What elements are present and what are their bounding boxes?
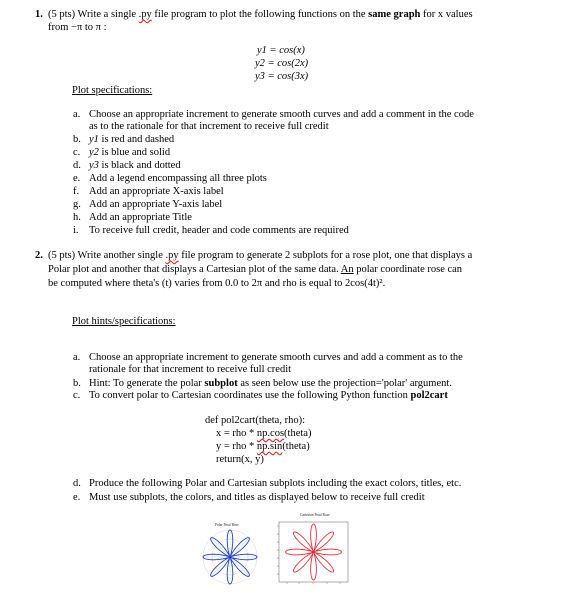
q2-item-marker: c.	[73, 390, 81, 401]
q2-ext: .py	[165, 250, 179, 261]
code-line-3	[216, 440, 310, 453]
hint-heading: Plot hints/specifications:	[72, 316, 176, 327]
q1-ext: .py	[138, 9, 152, 20]
q1-item-text: Add an appropriate Y-axis label	[89, 199, 223, 210]
q1-item-marker: c.	[73, 147, 81, 158]
q1-prompt-line1	[48, 8, 473, 21]
plot-spec-heading: Plot specifications:	[72, 85, 153, 96]
convert-bold: pol2cart	[410, 390, 448, 401]
q2-item-marker: b.	[73, 378, 81, 389]
convert-pre: To convert polar to Cartesian coordinates use the following Python function	[89, 390, 408, 401]
code-line-1: def pol2cart(theta, rho):	[205, 415, 305, 426]
q2-number: 2.	[35, 250, 43, 261]
q2-prompt-line3: be computed where theta's (t) varies from 0.0 to 2π and rho is equal to 2cos(4t)².	[48, 278, 386, 289]
q1-item-marker: b.	[73, 134, 81, 145]
code-np-sin: np.sin	[256, 441, 283, 452]
hint-bold: subplot	[204, 378, 238, 389]
q1-number: 1.	[35, 9, 43, 20]
q2-item-marker: a.	[73, 352, 81, 363]
q1-item-marker: h.	[73, 212, 81, 223]
code-line-3a: y = rho *	[216, 441, 257, 452]
q1-item-text: as to the rationale for that increment to receive full credit	[89, 121, 329, 132]
q1-bold: same graph	[368, 9, 421, 20]
q2-item-marker: d.	[73, 478, 81, 489]
equation-2: y2 = cos(2x)	[255, 58, 309, 69]
q2-item-text	[89, 389, 448, 402]
q1-prompt-mid: file program to plot the following functions on the	[154, 9, 366, 20]
code-np-cos: np.cos	[256, 428, 285, 439]
code-line-3c: (theta)	[282, 441, 310, 452]
rose-figure-svg	[197, 504, 359, 600]
q2-prompt-line2	[48, 263, 462, 276]
rose-figure	[197, 504, 359, 600]
q2-prompt-mid: file program to generate 2 subplots for a rose plot, one that displays a	[181, 250, 473, 261]
cartesian-title: Cartesian Petal Rose	[300, 513, 330, 517]
q2-item-text: Produce the following Polar and Cartesian subplots including the exact colors, titles, etc.	[89, 478, 462, 489]
q1-item-text: y1 is red and dashed	[89, 134, 175, 145]
code-line-2c: (theta)	[284, 428, 312, 439]
q2-item-marker: e.	[73, 492, 81, 503]
equation-1: y1 = cos(x)	[257, 45, 305, 56]
q2-an: An	[340, 264, 354, 275]
q2-prompt-line2a: Polar plot and another that displays a Cartesian plot of the same data.	[48, 264, 339, 275]
code-line-4: return(x, y)	[216, 454, 264, 465]
q1-item-text: Add a legend encompassing all three plots	[89, 173, 267, 184]
hint-post: as seen below use the projection='polar' argument.	[240, 378, 452, 389]
q1-prompt-line2: from −π to π :	[48, 22, 107, 33]
q1-item-text: Add an appropriate Title	[89, 212, 192, 223]
polar-title: Polar Petal Rose	[215, 523, 239, 527]
q1-item-text: To receive full credit, header and code comments are required	[89, 225, 349, 236]
q2-prompt-start: (5 pts) Write another single	[48, 250, 163, 261]
hint-pre: Hint: To generate the polar	[89, 378, 202, 389]
q1-item-marker: a.	[73, 109, 81, 120]
q1-prompt-tail: for x values	[423, 9, 473, 20]
q2-item-text: Choose an appropriate increment to generate smooth curves and add a comment as to the	[89, 352, 463, 363]
q1-prompt-start: (5 pts) Write a single	[48, 9, 137, 20]
q1-item-text: Choose an appropriate increment to generate smooth curves and add a comment in the code	[89, 109, 474, 120]
q1-item-marker: e.	[73, 173, 81, 184]
q2-prompt-line1	[48, 249, 472, 262]
q1-item-marker: g.	[73, 199, 81, 210]
cartesian-plot	[277, 522, 348, 584]
code-line-2	[216, 427, 311, 440]
q1-item-marker: i.	[73, 225, 79, 236]
q1-item-marker: d.	[73, 160, 81, 171]
q2-prompt-line2b: polar coordinate rose can	[356, 264, 463, 275]
q1-item-text: y3 is black and dotted	[89, 160, 181, 171]
q1-item-marker: f.	[73, 186, 80, 197]
code-line-2a: x = rho *	[216, 428, 257, 439]
q1-item-text: y2 is blue and solid	[89, 147, 171, 158]
equation-3: y3 = cos(3x)	[255, 71, 309, 82]
q2-item-text: rationale for that increment to receive full credit	[89, 364, 292, 375]
cartesian-rose-curve	[286, 524, 342, 580]
q2-item-text: Must use subplots, the colors, and titles as displayed below to receive full credit	[89, 492, 425, 503]
q1-item-text: Add an appropriate X-axis label	[89, 186, 224, 197]
